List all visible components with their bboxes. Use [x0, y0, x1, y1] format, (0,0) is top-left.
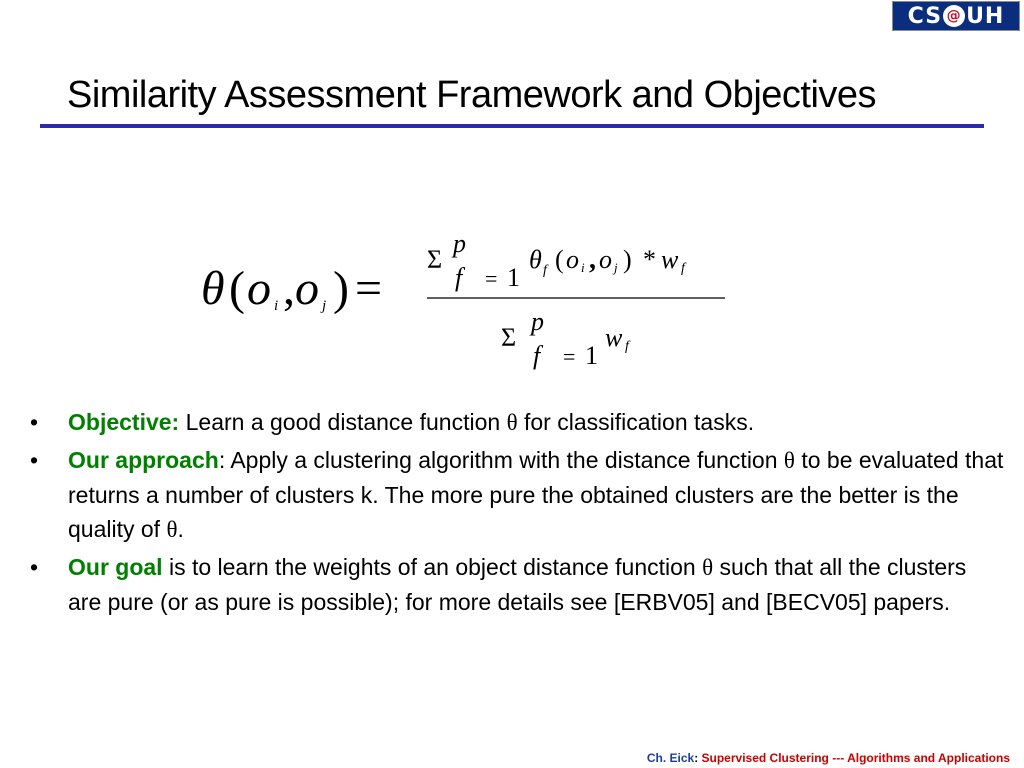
bullet-text-after: for classification tasks.	[517, 409, 755, 435]
lhs-theta: θ	[201, 262, 225, 315]
cs-uh-logo	[892, 1, 1020, 31]
den-w-sub-f: f	[625, 339, 629, 354]
bullet-text: is to learn the weights of an object distance function	[162, 554, 703, 580]
bullet-text: Learn a good distance function	[179, 409, 507, 435]
den-sum-equals: =	[563, 344, 576, 369]
num-w-sub-f: f	[681, 261, 685, 276]
lhs-sub-j: j	[322, 298, 327, 314]
lhs-o2: o	[295, 262, 319, 315]
logo-text-cs: CS	[907, 3, 943, 29]
num-sum-lower-f: f	[455, 263, 463, 292]
num-lparen: (	[555, 245, 564, 274]
lhs-rparen: )	[333, 262, 349, 315]
lhs-lparen: (	[229, 262, 245, 315]
footer-separator: :	[694, 751, 699, 765]
bullet-text: : Apply a clustering algorithm with the distance function	[218, 447, 784, 473]
den-sigma: Σ	[501, 323, 517, 352]
num-sum-upper-p: p	[453, 230, 466, 258]
num-comma: ,	[589, 244, 596, 275]
num-sum-equals: =	[485, 266, 498, 291]
title-underline	[40, 124, 984, 128]
slide-title: Similarity Assessment Framework and Objectives	[67, 74, 877, 116]
num-theta: θ	[529, 245, 542, 274]
theta-symbol: θ	[702, 555, 714, 580]
num-sub-j: j	[614, 260, 618, 275]
bullet-marker: •	[30, 447, 39, 473]
lhs-comma: ,	[283, 262, 295, 315]
den-sum-lower-one: 1	[585, 341, 598, 370]
bullet-keyword: Objective:	[68, 409, 180, 435]
bullet-text-end: .	[177, 516, 184, 542]
lhs-sub-i: i	[274, 298, 279, 314]
bullet-goal	[30, 550, 1005, 619]
num-o1: o	[566, 245, 579, 274]
num-sigma: Σ	[427, 245, 443, 274]
bullet-marker: •	[30, 409, 39, 435]
objectives-list	[30, 405, 1005, 622]
lhs-o1: o	[247, 262, 271, 315]
num-star: *	[643, 245, 656, 274]
bullet-objective	[30, 405, 1005, 440]
den-w: w	[605, 323, 623, 352]
bullet-text-after: to be evaluated that returns a number of clusters k. The more pure the obtained clusters are the better is the quality of	[68, 447, 1004, 542]
bullet-keyword: Our approach	[68, 447, 219, 473]
logo-text-uh: UH	[966, 3, 1005, 29]
theta-symbol: θ	[166, 517, 178, 542]
num-sub-i: i	[581, 260, 585, 275]
footer-course-title: Supervised Clustering --- Algorithms and Applications	[698, 751, 1010, 765]
equals-sign: =	[355, 262, 383, 315]
den-sum-lower-f: f	[533, 341, 541, 370]
num-w: w	[661, 245, 679, 274]
bullet-approach	[30, 443, 1005, 547]
bullet-text-after: such that all the clusters are pure (or as pure is possible); for more details see [ERBV05] and [BECV05] papers.	[68, 554, 967, 615]
bullet-marker: •	[30, 554, 39, 580]
slide-footer	[647, 751, 1010, 765]
theta-symbol: θ	[783, 448, 795, 473]
den-sum-upper-p: p	[531, 307, 544, 336]
theta-symbol: θ	[506, 410, 518, 435]
num-sum-lower-one: 1	[507, 263, 520, 292]
num-rparen: )	[623, 245, 632, 274]
num-theta-sub-f: f	[543, 263, 547, 278]
logo-at-symbol: @	[943, 5, 965, 27]
bullet-keyword: Our goal	[68, 554, 163, 580]
footer-author: Ch. Eick	[646, 751, 695, 765]
similarity-formula	[195, 230, 735, 380]
num-o2: o	[599, 245, 612, 274]
